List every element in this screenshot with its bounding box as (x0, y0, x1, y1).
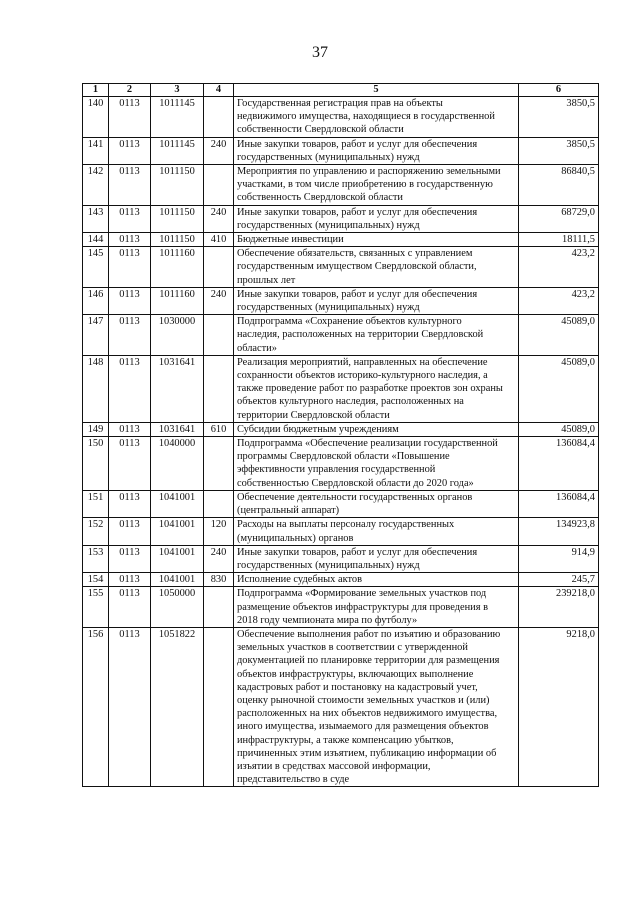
table-row (83, 287, 599, 314)
target-article-cell: 1040000 (151, 437, 204, 491)
target-article-cell: 1041001 (151, 490, 204, 517)
item-name-line: наследия, расположенных на территории Свердловской (237, 329, 484, 341)
row-number-cell: 143 (83, 205, 109, 232)
table-row (83, 315, 599, 356)
target-article-cell: 1011160 (151, 247, 204, 288)
item-name-line: также проведение работ по разработке проектов зон охраны (237, 383, 503, 395)
item-name-cell (234, 490, 519, 517)
item-name-line: государственных (муниципальных) нужд (237, 302, 420, 314)
amount-cell: 3850,5 (519, 137, 599, 164)
table-row (83, 587, 599, 628)
amount-cell: 3850,5 (519, 97, 599, 138)
expense-type-cell: 240 (204, 287, 234, 314)
item-name-line: Обеспечение выполнения работ по изъятию и образованию (237, 628, 501, 640)
table-header-row (83, 84, 599, 97)
row-number-cell: 154 (83, 573, 109, 587)
column-header: 1 (83, 84, 109, 97)
item-name-line: (центральный аппарат) (237, 505, 340, 517)
table-row (83, 627, 599, 786)
item-name-line: 2018 году чемпионата мира по футболу» (237, 614, 418, 626)
expense-type-cell: 120 (204, 518, 234, 545)
item-name-line: объектов инфраструктуры, включающих выполнение (237, 668, 474, 680)
row-number-cell: 145 (83, 247, 109, 288)
expense-type-cell (204, 165, 234, 206)
section-code-cell: 0113 (109, 422, 151, 436)
item-name-line: прошлых лет (237, 274, 296, 286)
target-article-cell: 1041001 (151, 573, 204, 587)
item-name-line: земельных участков в соответствии с утвержденной (237, 642, 468, 654)
item-name-line: недвижимого имущества, находящиеся в государственной (237, 111, 495, 123)
item-name-line: (муниципальных) органов (237, 532, 354, 544)
item-name-cell (234, 587, 519, 628)
item-name-line: инфраструктуры, а также компенсацию убытков, (237, 734, 454, 746)
item-name-line: Реализация мероприятий, направленных на обеспечение (237, 356, 488, 368)
expense-type-cell: 240 (204, 205, 234, 232)
item-name-cell (234, 315, 519, 356)
table-row (83, 545, 599, 572)
amount-cell: 423,2 (519, 287, 599, 314)
target-article-cell: 1011160 (151, 287, 204, 314)
target-article-cell: 1050000 (151, 587, 204, 628)
amount-cell: 45089,0 (519, 315, 599, 356)
item-name-line: объектов культурного наследия, расположенных на (237, 396, 464, 408)
target-article-cell: 1041001 (151, 545, 204, 572)
target-article-cell: 1051822 (151, 627, 204, 786)
row-number-cell: 144 (83, 233, 109, 247)
item-name-line: государственных (муниципальных) нужд (237, 559, 420, 571)
column-header: 2 (109, 84, 151, 97)
item-name-line: эффективности управления государственной (237, 464, 436, 476)
row-number-cell: 140 (83, 97, 109, 138)
item-name-cell (234, 437, 519, 491)
item-name-line: размещение объектов инфраструктуры для проведения в (237, 601, 489, 613)
expense-type-cell (204, 315, 234, 356)
target-article-cell: 1031641 (151, 355, 204, 422)
row-number-cell: 152 (83, 518, 109, 545)
item-name-line: Иные закупки товаров, работ и услуг для обеспечения (237, 206, 478, 218)
item-name-line: Обеспечение деятельности государственных органов (237, 491, 473, 503)
column-header: 5 (234, 84, 519, 97)
item-name-line: представительство в суде (237, 774, 350, 786)
amount-cell: 423,2 (519, 247, 599, 288)
section-code-cell: 0113 (109, 247, 151, 288)
expense-type-cell: 240 (204, 137, 234, 164)
section-code-cell: 0113 (109, 315, 151, 356)
table-row (83, 205, 599, 232)
item-name-line: Подпрограмма «Обеспечение реализации государственной (237, 438, 498, 450)
amount-cell: 914,9 (519, 545, 599, 572)
expense-type-cell: 410 (204, 233, 234, 247)
item-name-cell (234, 573, 519, 587)
expense-type-cell: 830 (204, 573, 234, 587)
table-row (83, 355, 599, 422)
target-article-cell: 1011150 (151, 165, 204, 206)
page-number: 37 (312, 44, 328, 61)
section-code-cell: 0113 (109, 97, 151, 138)
section-code-cell: 0113 (109, 627, 151, 786)
table-row (83, 490, 599, 517)
item-name-line: документацией по планировке территории для размещения (237, 655, 500, 667)
expense-type-cell (204, 627, 234, 786)
item-name-cell (234, 165, 519, 206)
section-code-cell: 0113 (109, 545, 151, 572)
table-row (83, 573, 599, 587)
table-row (83, 437, 599, 491)
expense-type-cell (204, 587, 234, 628)
table-row (83, 233, 599, 247)
amount-cell: 45089,0 (519, 422, 599, 436)
section-code-cell: 0113 (109, 137, 151, 164)
section-code-cell: 0113 (109, 587, 151, 628)
item-name-line: Государственная регистрация прав на объекты (237, 98, 443, 109)
column-header: 4 (204, 84, 234, 97)
item-name-line: сохранности объектов историко-культурного наследия, а (237, 370, 488, 382)
table-row (83, 97, 599, 138)
row-number-cell: 142 (83, 165, 109, 206)
item-name-cell (234, 518, 519, 545)
section-code-cell: 0113 (109, 518, 151, 545)
section-code-cell: 0113 (109, 490, 151, 517)
item-name-cell (234, 233, 519, 247)
item-name-line: причиненных этим изъятием, публикацию информации об (237, 747, 497, 759)
table-row (83, 247, 599, 288)
item-name-line: расположенных на них объектов недвижимого имущества, (237, 708, 498, 720)
item-name-line: Иные закупки товаров, работ и услуг для обеспечения (237, 288, 478, 300)
section-code-cell: 0113 (109, 205, 151, 232)
item-name-line: участками, в том числе приобретению в государственную (237, 179, 493, 191)
row-number-cell: 148 (83, 355, 109, 422)
expense-type-cell (204, 97, 234, 138)
row-number-cell: 151 (83, 490, 109, 517)
expense-type-cell (204, 437, 234, 491)
item-name-line: Обеспечение обязательств, связанных с управлением (237, 248, 473, 260)
section-code-cell: 0113 (109, 165, 151, 206)
item-name-cell (234, 205, 519, 232)
table-row (83, 518, 599, 545)
target-article-cell: 1011145 (151, 97, 204, 138)
target-article-cell: 1011150 (151, 233, 204, 247)
item-name-cell (234, 287, 519, 314)
item-name-line: государственным имуществом Свердловской области, (237, 261, 477, 273)
item-name-cell (234, 627, 519, 786)
row-number-cell: 149 (83, 422, 109, 436)
target-article-cell: 1030000 (151, 315, 204, 356)
amount-cell: 136084,4 (519, 490, 599, 517)
item-name-line: программы Свердловской области «Повышение (237, 451, 450, 463)
expense-type-cell: 610 (204, 422, 234, 436)
row-number-cell: 147 (83, 315, 109, 356)
table-row (83, 165, 599, 206)
item-name-line: Расходы на выплаты персоналу государственных (237, 519, 455, 531)
column-header: 3 (151, 84, 204, 97)
item-name-line: Иные закупки товаров, работ и услуг для обеспечения (237, 546, 478, 558)
item-name-line: Подпрограмма «Сохранение объектов культурного (237, 316, 462, 328)
item-name-line: собственность Свердловской области (237, 192, 403, 204)
amount-cell: 245,7 (519, 573, 599, 587)
amount-cell: 68729,0 (519, 205, 599, 232)
item-name-line: изъятии в средствах массовой информации, (237, 760, 431, 772)
section-code-cell: 0113 (109, 233, 151, 247)
amount-cell: 18111,5 (519, 233, 599, 247)
item-name-cell (234, 355, 519, 422)
amount-cell: 9218,0 (519, 627, 599, 786)
section-code-cell: 0113 (109, 355, 151, 422)
item-name-line: собственностью Свердловской области до 2020 года» (237, 477, 474, 489)
table-row (83, 422, 599, 436)
amount-cell: 136084,4 (519, 437, 599, 491)
item-name-cell (234, 545, 519, 572)
amount-cell: 45089,0 (519, 355, 599, 422)
row-number-cell: 146 (83, 287, 109, 314)
item-name-line: собственности Свердловской области (237, 124, 404, 136)
item-name-line: территории Свердловской области (237, 409, 390, 421)
target-article-cell: 1011145 (151, 137, 204, 164)
item-name-cell (234, 97, 519, 138)
row-number-cell: 150 (83, 437, 109, 491)
row-number-cell: 141 (83, 137, 109, 164)
target-article-cell: 1031641 (151, 422, 204, 436)
item-name-cell (234, 137, 519, 164)
item-name-line: оценку рыночной стоимости земельных участков и (или) (237, 694, 490, 706)
section-code-cell: 0113 (109, 437, 151, 491)
item-name-line: государственных (муниципальных) нужд (237, 151, 420, 163)
expense-type-cell (204, 247, 234, 288)
item-name-line: Иные закупки товаров, работ и услуг для обеспечения (237, 138, 478, 150)
amount-cell: 239218,0 (519, 587, 599, 628)
item-name-line: кадастровых работ и постановку на кадастровый учет, (237, 681, 478, 693)
column-header: 6 (519, 84, 599, 97)
item-name-cell (234, 422, 519, 436)
row-number-cell: 155 (83, 587, 109, 628)
item-name-line: Исполнение судебных актов (237, 574, 362, 586)
item-name-line: области» (237, 342, 277, 354)
item-name-line: Бюджетные инвестиции (237, 234, 344, 246)
expense-type-cell (204, 355, 234, 422)
item-name-cell (234, 247, 519, 288)
amount-cell: 134923,8 (519, 518, 599, 545)
item-name-line: Мероприятия по управлению и распоряжению земельными (237, 166, 501, 178)
item-name-line: государственных (муниципальных) нужд (237, 219, 420, 231)
section-code-cell: 0113 (109, 287, 151, 314)
item-name-line: иного имущества, изымаемого для размещения объектов (237, 721, 489, 733)
table-row (83, 137, 599, 164)
section-code-cell: 0113 (109, 573, 151, 587)
item-name-line: Подпрограмма «Формирование земельных участков под (237, 588, 487, 600)
item-name-line: Субсидии бюджетным учреждениям (237, 423, 399, 435)
expense-type-cell (204, 490, 234, 517)
target-article-cell: 1011150 (151, 205, 204, 232)
row-number-cell: 153 (83, 545, 109, 572)
budget-table (82, 83, 599, 787)
amount-cell: 86840,5 (519, 165, 599, 206)
expense-type-cell: 240 (204, 545, 234, 572)
row-number-cell: 156 (83, 627, 109, 786)
target-article-cell: 1041001 (151, 518, 204, 545)
